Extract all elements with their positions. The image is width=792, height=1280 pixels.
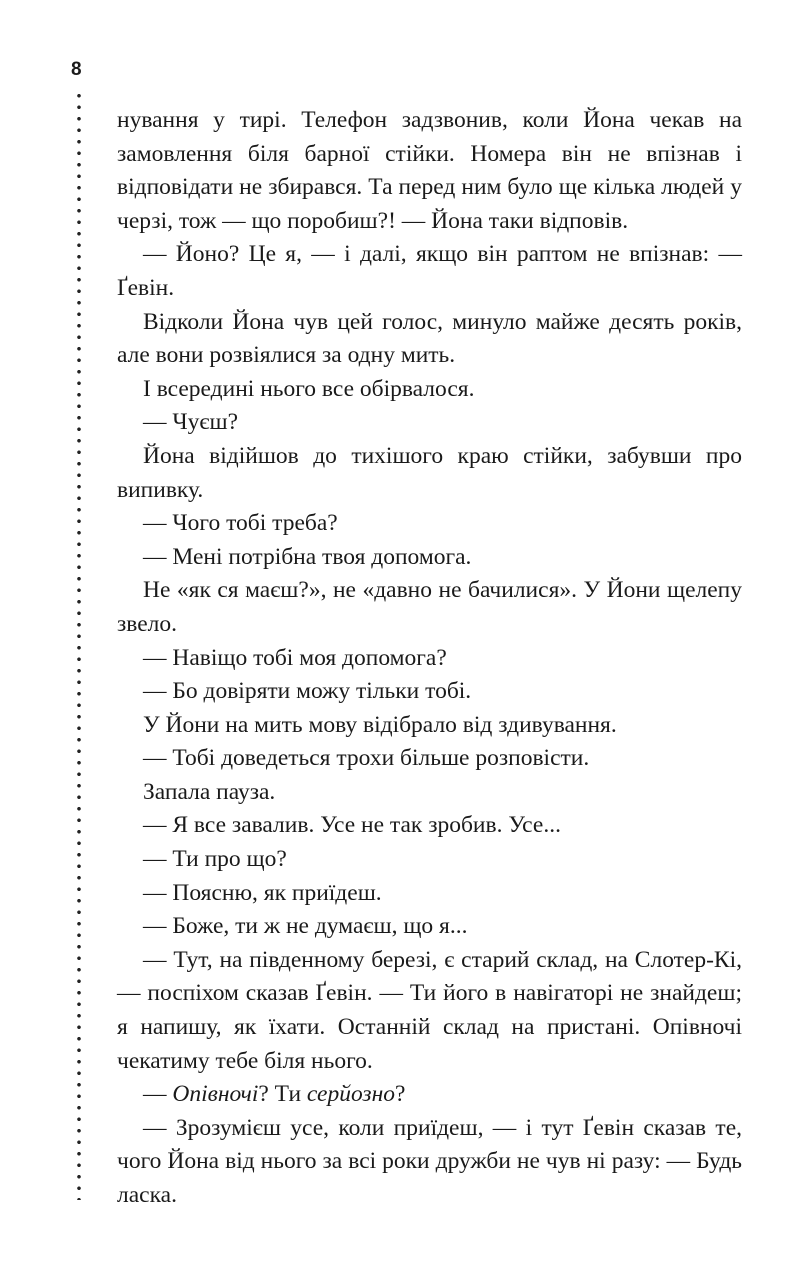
dash: — <box>143 1081 173 1108</box>
paragraph: — Чуєш? <box>143 409 239 436</box>
paragraph: Запала пауза. <box>143 778 276 805</box>
text-body <box>117 104 742 1213</box>
text-fragment: ? Ти <box>258 1081 307 1108</box>
paragraph: — Чого тобі треба? <box>143 510 338 537</box>
paragraph: Не «як ся маєш?», не «давно не бачилися». У Йони щелепу звело. <box>117 577 742 637</box>
paragraph: — Поясню, як приїдеш. <box>143 879 382 906</box>
italic-word: Опівночі <box>172 1081 259 1108</box>
paragraph: — Зрозумієш усе, коли приїдеш, — і тут Ґевін сказав те, чого Йона від нього за всі роки дружби не чув ні разу: — Будь ласка. <box>117 1114 742 1208</box>
paragraph: — Тобі доведеться трохи більше розповісти. <box>143 745 590 772</box>
paragraph: Відколи Йона чув цей голос, минуло майже десять років, але вони розвіялися за одну мить. <box>117 308 742 369</box>
paragraph: І всередині нього все обірвалося. <box>143 375 475 402</box>
paragraph-continuation: нування у тирі. Телефон задзвонив, коли Йона чекав на замовлення біля барної стійки. Номера він не впізнав і відповідати не збирався. Та перед ним було ще кілька людей у черзі, тож — що поробиш?! — Йона таки відповів. <box>117 107 742 234</box>
paragraph-italic-line <box>117 1078 742 1112</box>
dotted-margin-rail <box>76 90 82 1200</box>
paragraph: — Навіщо тобі моя допомога? <box>143 644 447 671</box>
paragraph: — Тут, на південному березі, є старий склад, на Слотер-Кі, — поспіхом сказав Ґевін. — Ти його в навігаторі не знайдеш; я напишу, як їхати. Останній склад на пристані. Опівночі чекатиму тебе біля нього. <box>117 946 742 1074</box>
paragraph: — Бо довіряти можу тільки тобі. <box>143 678 472 705</box>
italic-word: серйозно <box>306 1081 395 1108</box>
page-number: 8 <box>71 59 82 80</box>
text-fragment: ? <box>394 1081 406 1108</box>
paragraph: — Йоно? Це я, — і далі, якщо він раптом не впізнав: — Ґевін. <box>117 241 742 301</box>
paragraph: — Ти про що? <box>143 846 287 873</box>
paragraph: — Я все завалив. Усе не так зробив. Усе... <box>143 812 561 839</box>
paragraph: У Йони на мить мову відібрало від здивування. <box>143 711 617 738</box>
paragraph: — Боже, ти ж не думаєш, що я... <box>143 913 468 940</box>
paragraph: — Мені потрібна твоя допомога. <box>143 543 472 570</box>
paragraph: Йона відійшов до тихішого краю стійки, забувши про випивку. <box>117 442 742 503</box>
